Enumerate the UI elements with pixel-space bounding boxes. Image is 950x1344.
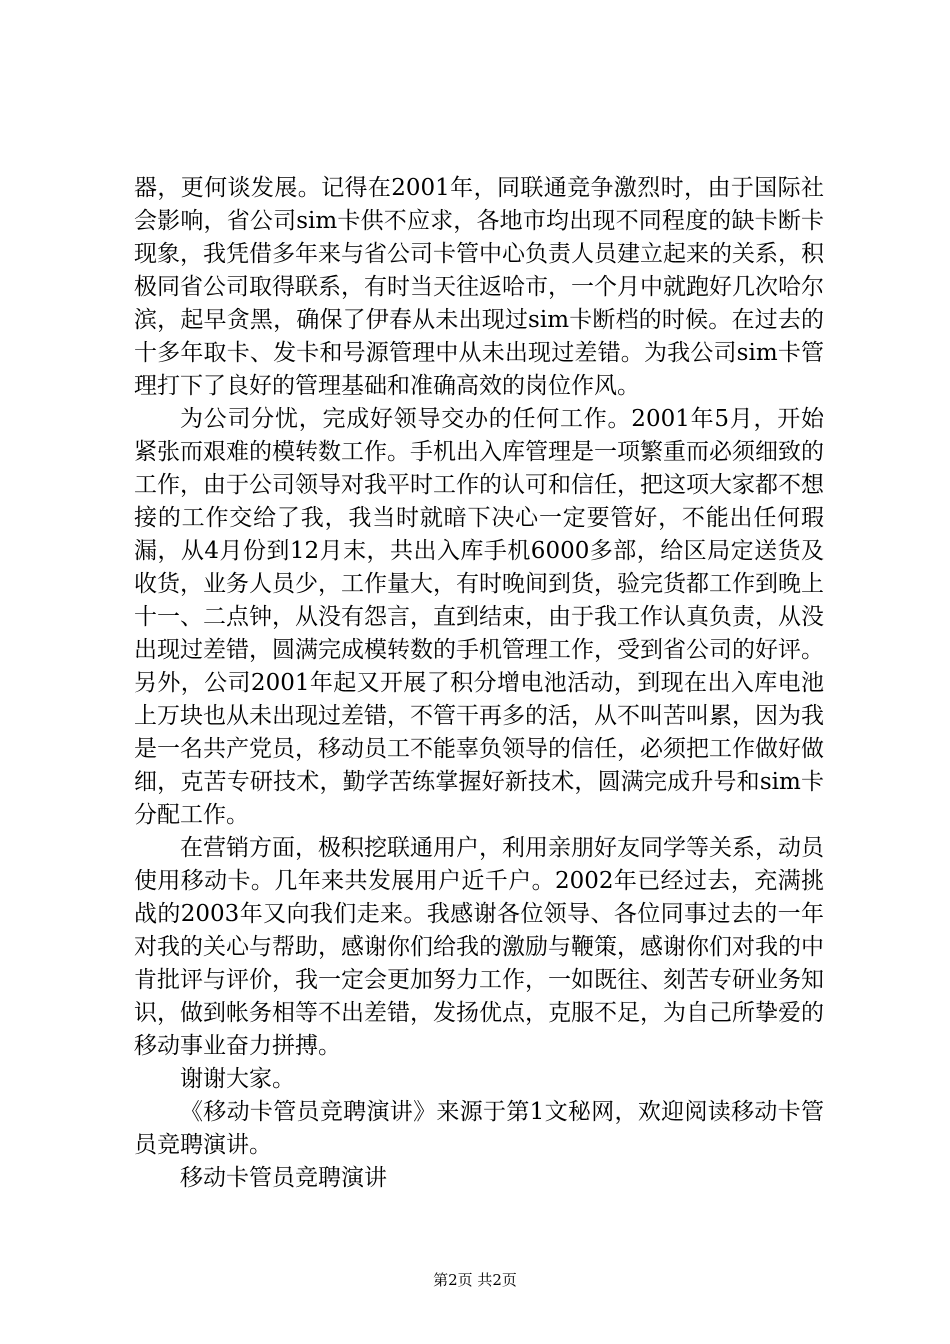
paragraph-phone-inventory: 为公司分忧，完成好领导交办的任何工作。2001年5月，开始紧张而艰难的模转数工作。手机出入库管理是一项繁重而必须细致的工作，由于公司领导对我平时工作的认可和信任，把这项大家都不想接的工作交给了我，我当时就暗下决心一定要管好，不能出任何瑕漏，从4月份到12月末，共出入库手机6000多部，给区局定送货及收货，业务人员少，工作量大，有时晚间到货，验完货都工作到晚上十一、二点钟，从没有怨言，直到结束，由于我工作认真负责，从没出现过差错，圆满完成模转数的手机管理工作，受到省公司的好评。另外，公司2001年起又开展了积分增电池活动，到现在出入库电池上万块也从未出现过差错，不管干再多的活，从不叫苦叫累，因为我是一名共产党员，移动员工不能辜负领导的信任，必须把工作做好做细，克苦专研技术，勤学苦练掌握好新技术，圆满完成升号和sim卡分配工作。 [134,406,824,828]
page-footer: 第2页 共2页 [433,1271,517,1289]
paragraph-marketing: 在营销方面，极积挖联通用户，利用亲朋好友同学等关系，动员使用移动卡。几年来共发展用户近千户。2002年已经过去，充满挑战的2003年又向我们走来。我感谢各位领导、各位同事过去的一年对我的关心与帮助，感谢你们给我的激励与鞭策，感谢你们对我的中肯批评与评价，我一定会更加努力工作，一如既往、刻苦专研业务知识，做到帐务相等不出差错，发扬优点，克服不足，为自己所挚爱的移动事业奋力拼搏。 [134,835,824,1059]
document-body [134,172,824,1195]
paragraph-source-note: 《移动卡管员竞聘演讲》来源于第1文秘网，欢迎阅读移动卡管员竞聘演讲。 [134,1099,824,1158]
paragraph-thanks: 谢谢大家。 [180,1066,295,1092]
paragraph-closing-title: 移动卡管员竞聘演讲 [180,1165,387,1191]
paragraph-sim-card-management: 器，更何谈发展。记得在2001年，同联通竞争激烈时，由于国际社会影响，省公司sim卡供不应求，各地市均出现不同程度的缺卡断卡现象，我凭借多年来与省公司卡管中心负责人员建立起来的关系，积极同省公司取得联系，有时当天往返哈市，一个月中就跑好几次哈尔滨，起早贪黑，确保了伊春从未出现过sim卡断档的时候。在过去的十多年取卡、发卡和号源管理中从未出现过差错。为我公司sim卡管理打下了良好的管理基础和准确高效的岗位作风。 [134,175,824,399]
